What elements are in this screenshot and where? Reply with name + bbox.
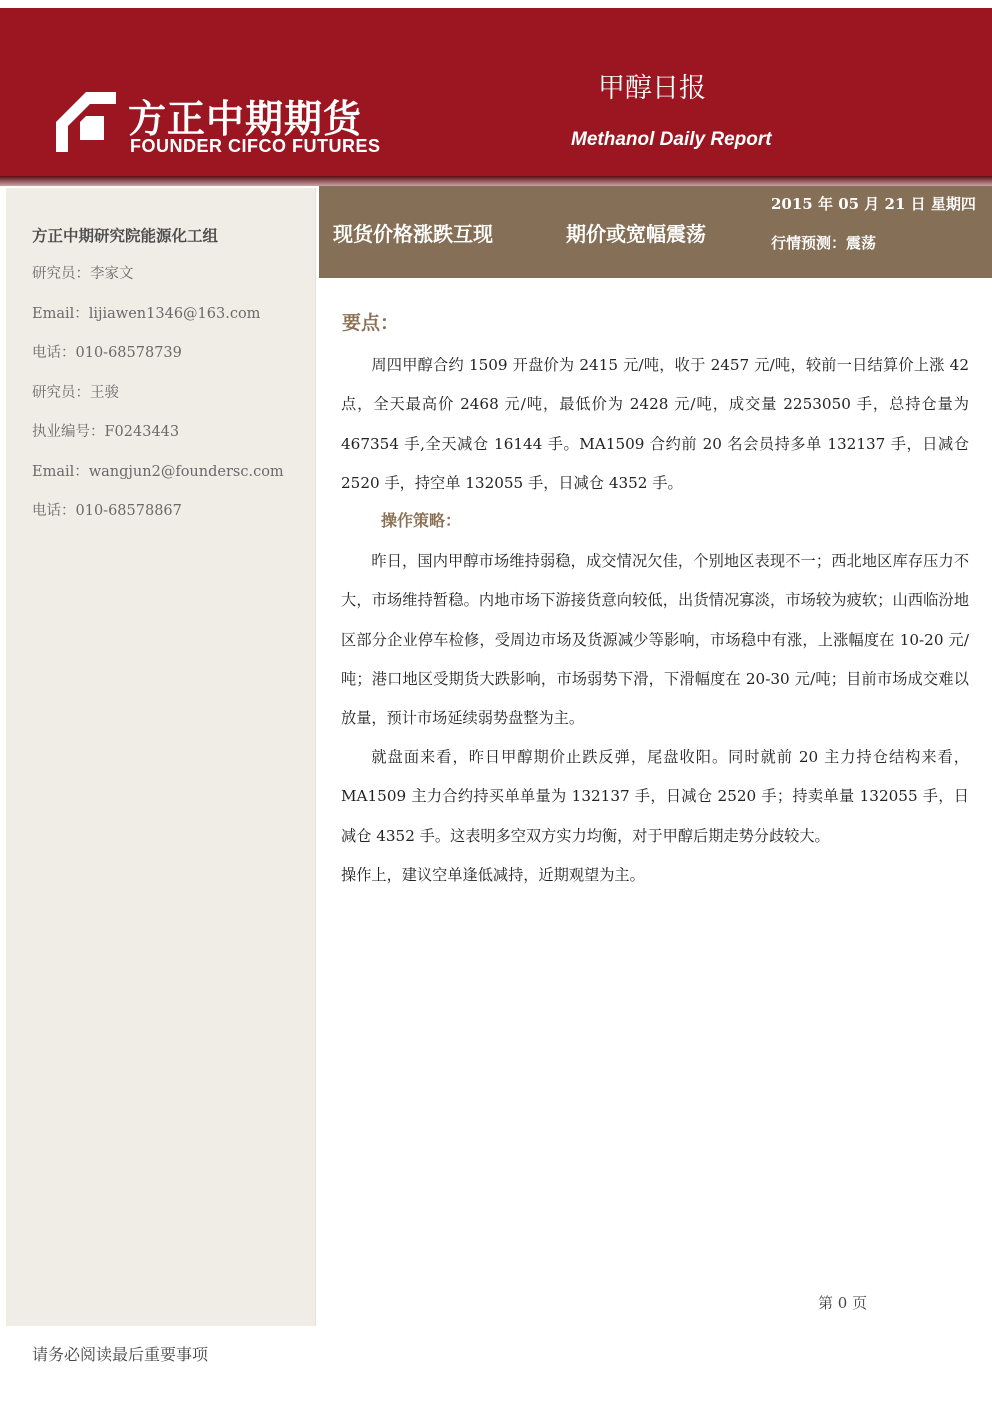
company-name-cn: 方正中期期货 [128, 97, 363, 141]
strategy-paragraph: 昨日，国内甲醇市场维持弱稳，成交情况欠佳，个别地区表现不一；西北地区库存压力不大，市场维持暂稳。内地市场下游接货意向较低，出货情况寡淡，市场较为疲软；山西临汾地区部分企业停车检修，受周边市场及货源减少等影响，市场稳中有涨，上涨幅度在 10-20 元/吨；港口地区受期货大跌影响，市场弱势下滑，下滑幅度在 20-30 元/吨；目前市场成交难以放量，预计市场延续弱势盘整为主。 [341, 552, 969, 728]
report-header [0, 8, 992, 176]
analyst-phone: 电话：010-68578867 [32, 503, 182, 519]
header-divider [0, 176, 992, 186]
analyst-email[interactable]: Email：lijiawen1346@163.com [32, 306, 261, 322]
analyst-name: 研究员：李家文 [32, 266, 134, 282]
report-title-en: Methanol Daily Report [571, 129, 772, 150]
headline-right: 期价或宽幅震荡 [566, 222, 706, 246]
strategy-conclusion: 操作上，建议空单逢低减持，近期观望为主。 [341, 866, 645, 884]
founder-logo-icon [56, 92, 116, 152]
key-points-heading: 要点： [342, 312, 400, 334]
key-points-paragraph: 周四甲醇合约 1509 开盘价为 2415 元/吨，收于 2457 元/吨，较前一日结算价上涨 42 点，全天最高价 2468 元/吨，最低价为 2428 元/吨，成交量 2253050 手，总持仓量为 467354 手,全天减仓 16144 手。MA1509 合约前 20 名会员持多单 132137 手，日减仓 2520 手，持空单 132055 手，日减仓 4352 手。 [341, 356, 969, 492]
license-number: 执业编号：F0243443 [32, 424, 180, 440]
report-date: 2015 年 05 月 21 日 星期四 [771, 195, 976, 213]
analyst-email[interactable]: Email：wangjun2@foundersc.com [32, 464, 284, 480]
analyst-name: 研究员：王骏 [32, 385, 119, 401]
page-number: 第 0 页 [818, 1294, 868, 1312]
analyst-phone: 电话：010-68578739 [32, 345, 182, 361]
company-name-en: FOUNDER CIFCO FUTURES [130, 136, 381, 156]
headline-banner [319, 186, 992, 278]
analyst-sidebar [6, 188, 316, 1326]
report-title-cn: 甲醇日报 [598, 73, 706, 104]
research-group: 方正中期研究院能源化工组 [32, 227, 219, 245]
disclaimer-notice: 请务必阅读最后重要事项 [32, 1345, 209, 1364]
strategy-heading: 操作策略： [381, 511, 462, 530]
headline-left: 现货价格涨跌互现 [333, 222, 493, 246]
strategy-paragraph: 就盘面来看，昨日甲醇期价止跌反弹，尾盘收阳。同时就前 20 主力持仓结构来看，MA1509 主力合约持买单单量为 132137 手，日减仓 2520 手；持卖单量 132055 手，日减仓 4352 手。这表明多空双方实力均衡，对于甲醇后期走势分歧较大。 [341, 748, 969, 845]
market-forecast: 行情预测：震荡 [771, 234, 877, 252]
